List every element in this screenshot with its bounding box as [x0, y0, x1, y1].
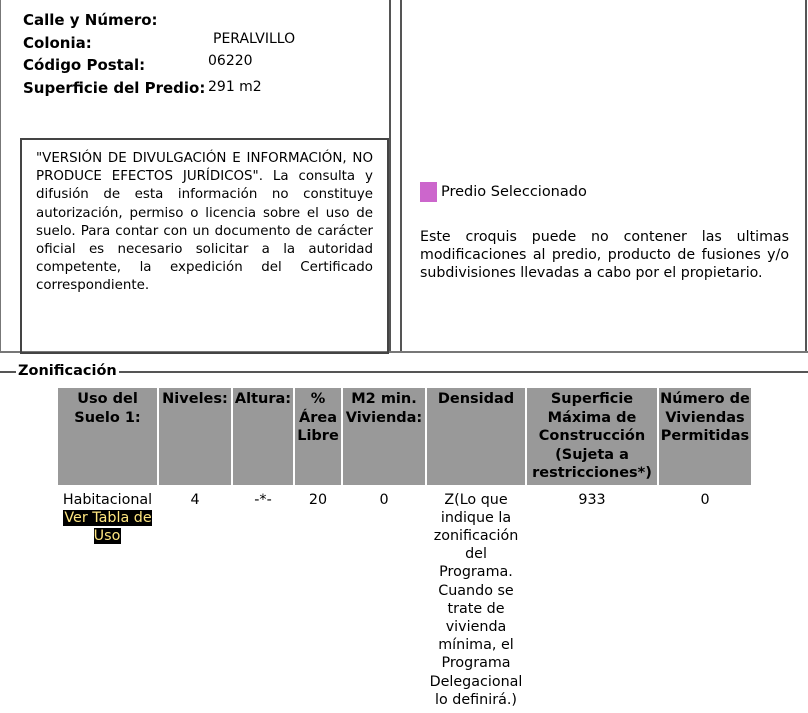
codigo-postal-label: Código Postal: — [23, 56, 146, 74]
croquis-disclaimer: Este croquis puede no contener las ultimas modificaciones al predio, producto de fusiones y/o subdivisiones llevadas a cabo por el propietario. — [420, 229, 789, 281]
header-densidad: Densidad — [427, 388, 525, 485]
calle-label: Calle y Número: — [23, 11, 158, 29]
cell-superficie-max: 933 — [578, 491, 606, 508]
cell-densidad: Z(Lo que indique la zonificación del Programa. Cuando se trate de vivienda mínima, el Programa Delegacional lo definirá.) — [429, 491, 523, 708]
cell-num-viviendas: 0 — [700, 491, 710, 508]
header-uso-suelo: Uso del Suelo 1: — [58, 388, 157, 485]
zonificacion-table — [56, 388, 753, 709]
right-panel-right-border — [805, 0, 807, 352]
uso-value: Habitacional — [62, 491, 153, 508]
zonificacion-top-border — [0, 371, 808, 373]
ver-tabla-de-uso-link[interactable]: Ver Tabla de Uso — [64, 509, 152, 544]
table-header-row — [58, 388, 751, 485]
table-row — [58, 485, 751, 709]
header-superficie-maxima: Superficie Máxima de Construcción (Sujeta a restricciones*) — [527, 388, 657, 485]
header-altura: Altura: — [233, 388, 293, 485]
right-panel-left-border — [400, 0, 402, 352]
header-numero-viviendas: Número de Viviendas Permitidas — [659, 388, 751, 485]
colonia-label: Colonia: — [23, 34, 92, 52]
cell-niveles: 4 — [190, 491, 200, 508]
predio-seleccionado-label: Predio Seleccionado — [441, 184, 587, 200]
cell-altura: -*- — [254, 491, 272, 508]
header-m2-min-vivienda: M2 min. Vivienda: — [343, 388, 425, 485]
header-area-libre: % Área Libre — [295, 388, 341, 485]
superficie-label: Superficie del Predio: — [23, 79, 206, 97]
notice-text: "VERSIÓN DE DIVULGACIÓN E INFORMACIÓN, NO PRODUCE EFECTOS JURÍDICOS". La consulta y difusión de esta información no constituye autorización, permiso o licencia sobre el uso de suelo. Para contar con un documento de carácter oficial es necesario solicitar a la autoridad competente, la expedición del Certificado correspondiente. — [36, 151, 373, 294]
left-panel-left-border — [0, 0, 1, 352]
colonia-value: PERALVILLO — [213, 31, 296, 47]
header-niveles: Niveles: — [159, 388, 231, 485]
divulgacion-notice — [20, 138, 389, 354]
codigo-postal-value: 06220 — [208, 53, 253, 69]
zonificacion-title: Zonificación — [18, 363, 117, 379]
predio-seleccionado-swatch — [420, 182, 437, 202]
cell-area-libre: 20 — [308, 491, 328, 508]
left-panel-right-border — [389, 0, 391, 352]
cell-m2-min: 0 — [379, 491, 389, 508]
cell-uso-suelo — [58, 485, 157, 709]
superficie-value: 291 m2 — [208, 79, 262, 95]
